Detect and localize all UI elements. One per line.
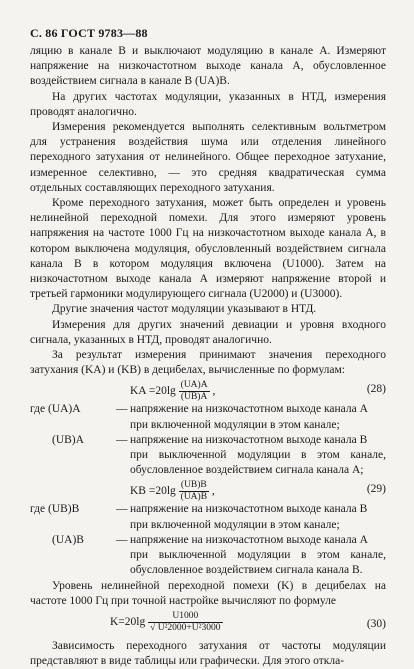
definition-row: где (UB)B — напряжение на низкочастотном выходе канала В — [30, 502, 386, 517]
definition-symbol: (UA)B — [52, 533, 84, 546]
formula-numerator: (UB)B — [179, 480, 209, 492]
definition-row: где (UA)A — напряжение на низкочастотном выходе канала А — [30, 402, 386, 417]
definition-continuation: при включенной модуляции в этом канале; — [130, 418, 340, 431]
definition-symbol: (UB)A — [52, 433, 84, 446]
definition-text: напряжение на низкочастотном выходе канала А — [130, 403, 368, 416]
definition-prefix: где — [30, 503, 46, 516]
formula-30 — [30, 609, 386, 639]
formula-lhs: KB =20lg — [130, 485, 176, 498]
paragraph: Зависимость переходного затухания от частоты модуляции представляют в виде таблицы или графически. Для этого откла- — [30, 639, 386, 668]
paragraph: За результат измерения принимают значения переходного затухания (KA) и (KB) в децибелах, вычисленные по формулам: — [30, 349, 386, 377]
paragraph: Уровень нелинейной переходной помехи (K) в децибелах на частоте 1000 Гц при точной настройке вычисляют по формуле — [30, 579, 386, 607]
paragraph: Другие значения частот модуляции указывают в НТД. — [52, 303, 317, 316]
definition-row: (UA)B — напряжение на низкочастотном выходе канала А — [30, 533, 386, 548]
formula-28: KA =20lg $\frac{(UA)A}{(UB)A}$ , (28) — [130, 380, 386, 403]
definition-text: напряжение на низкочастотном выходе канала В — [130, 503, 368, 516]
formula-29: KB =20lg $\frac{(UB)B}{(UA)B}$ , (29) — [130, 480, 386, 503]
definition-text: напряжение на низкочастотном выходе канала А — [130, 533, 368, 546]
formula-denominator: √ U²2000+U²3000 — [150, 622, 221, 633]
formula-lhs: KA =20lg — [130, 385, 176, 398]
definition-continuation: при выключенной модуляции в этом канале, обусловленное воздействием сигнала канала В. — [130, 549, 386, 577]
formula-number: (29) — [366, 483, 386, 496]
paragraph: Измерения для других значений девиации и уровня входного сигнала, указанных в НТД, проводят аналогично. — [30, 318, 386, 346]
formula-denominator: (UB)A — [180, 392, 208, 403]
definition-continuation: при выключенной модуляции в этом канале, обусловленное воздействием сигнала канала А; — [130, 449, 386, 477]
paragraph: На других частотах модуляции, указанных в НТД, измерения проводят аналогично. — [30, 90, 386, 118]
definition-continuation: при включенной модуляции в этом канале; — [130, 518, 340, 531]
formula-number: (28) — [366, 383, 386, 396]
formula-number: (30) — [366, 617, 386, 630]
paragraph: ляцию в канале В и выключают модуляцию в канале А. Измеряют напряжение на низкочастотном выходе канала А, обусловленное воздействием сигнала в канале В (UA)B. — [30, 45, 386, 88]
formula-numerator: U1000 — [148, 611, 222, 623]
formula-denominator: (UA)B — [180, 492, 208, 503]
paragraph: Кроме переходного затухания, может быть определен и уровень нелинейной переходной помехи. Для этого измеряют уровень напряжения на частоте 1000 Гц на низкочастотном выходе канала А, в котором выключена модуляция, обусловленный воздействием сигнала канала В в котором модуляция включена (U1000). Затем на низкочастотном выходе канала А измеряют напряжение второй и третьей гармоники модулирующего сигнала (U2000) и (U3000). — [30, 197, 386, 301]
document-body — [30, 44, 386, 669]
definition-text: напряжение на низкочастотном выходе канала В — [130, 433, 368, 446]
formula-lhs: K=20lg — [110, 616, 146, 629]
definition-row: (UB)A — напряжение на низкочастотном выходе канала В — [30, 433, 386, 448]
page-header: С. 86 ГОСТ 9783—88 — [30, 26, 148, 40]
definition-symbol: (UA)A — [47, 403, 81, 416]
definition-symbol: (UB)B — [47, 503, 80, 516]
formula-numerator: (UA)A — [180, 380, 208, 391]
paragraph: Измерения рекомендуется выполнять селективным вольтметром для устранения воздействия шума или отделения линейного переходного затухания от нелинейного. Общее переходное затухание, измеренное селективно, — это средняя квадратическая сумма отдельных составляющих переходного затухания. — [30, 121, 386, 194]
definition-prefix: где — [30, 403, 46, 416]
